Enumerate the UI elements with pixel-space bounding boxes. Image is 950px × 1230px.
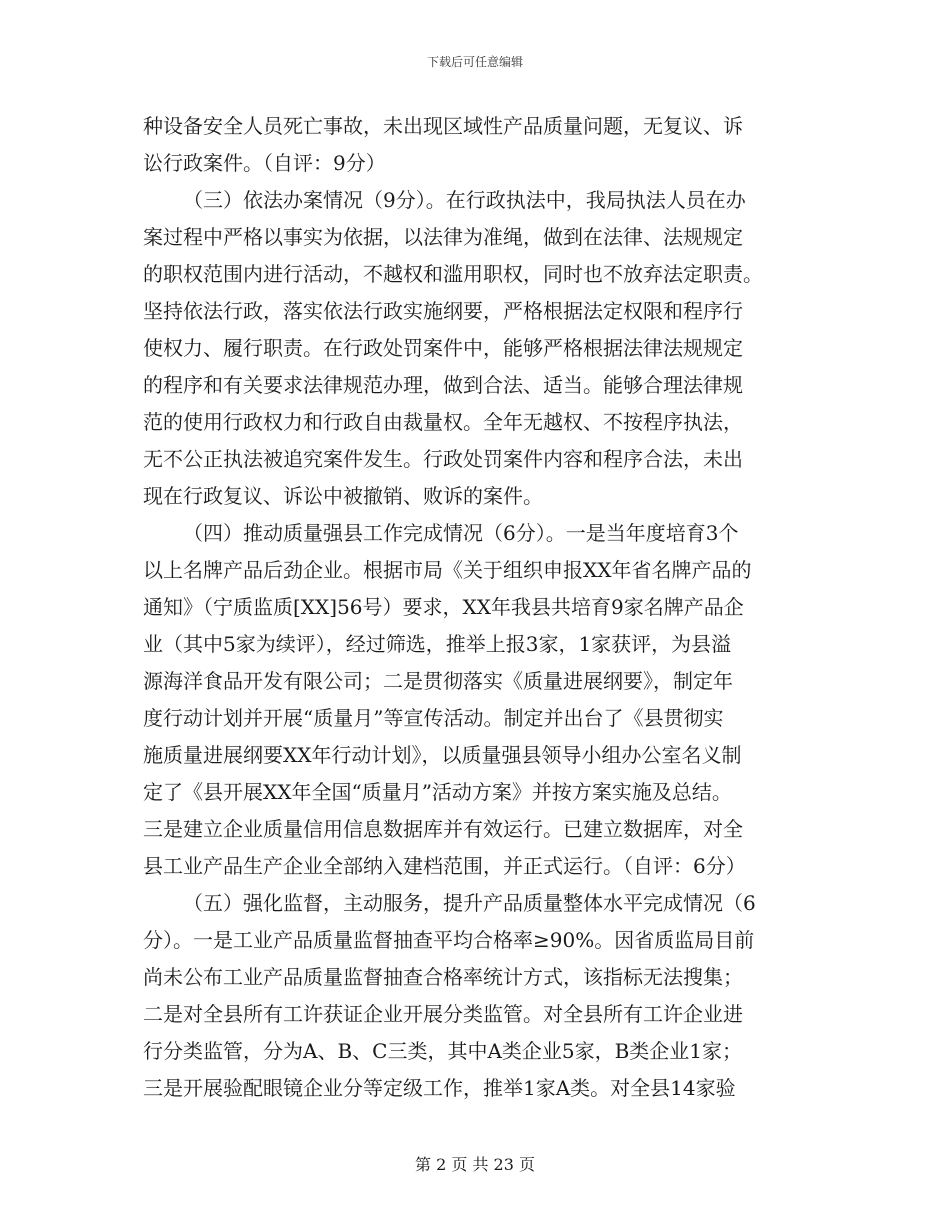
- text-line: （四）推动质量强县工作完成情况（6分）。一是当年度培育3个: [183, 521, 739, 545]
- text-line: 以上名牌产品后劲企业。根据市局《关于组织申报XX年省名牌产品的: [143, 558, 752, 582]
- text-line: 三是开展验配眼镜企业分等定级工作，推举1家A类。对全县14家验: [143, 1076, 736, 1100]
- text-line: 现在行政复议、诉讼中被撤销、败诉的案件。: [143, 484, 543, 508]
- text-line: 通知》（宁质监质[XX]56号）要求，XX年我县共培育9家名牌产品企: [143, 595, 744, 619]
- text-line: 坚持依法行政，落实依法行政实施纲要，严格根据法定权限和程序行: [143, 299, 743, 323]
- text-line: 使权力、履行职责。在行政处罚案件中，能够严格根据法律法规规定: [143, 336, 743, 360]
- text-line: 行分类监管，分为A、B、C三类，其中A类企业5家，B类企业1家；: [143, 1039, 743, 1063]
- text-line: 分）。一是工业产品质量监督抽查平均合格率≥90%。因省质监局目前: [143, 928, 755, 952]
- text-line: 施质量进展纲要XX年行动计划》，以质量强县领导小组办公室名义制: [143, 743, 742, 767]
- page-number: 第 2 页 共 23 页: [415, 1155, 535, 1174]
- text-line: 讼行政案件。（自评：9分）: [143, 151, 386, 175]
- text-line: 种设备安全人员死亡事故，未出现区域性产品质量问题，无复议、诉: [143, 114, 743, 138]
- text-line: 度行动计划并开展“质量月”等宣传活动。制定并出台了《县贯彻实: [143, 706, 724, 730]
- text-line: （五）强化监督，主动服务，提升产品质量整体水平完成情况（6: [183, 891, 756, 915]
- text-line: 定了《县开展XX年全国“质量月”活动方案》并按方案实施及总结。: [143, 780, 732, 804]
- document-body: [143, 108, 807, 1107]
- page-header: 下载后可任意编辑: [426, 55, 523, 69]
- text-line: 范的使用行政权力和行政自由裁量权。全年无越权、不按程序执法，: [143, 410, 743, 434]
- text-line: 案过程中严格以事实为依据，以法律为准绳，做到在法律、法规规定: [143, 225, 743, 249]
- text-line: 业（其中5家为续评），经过筛选，推举上报3家，1家获评，为县溢: [143, 632, 732, 656]
- text-line: 尚未公布工业产品质量监督抽查合格率统计方式，该指标无法搜集；: [143, 965, 743, 989]
- text-line: 二是对全县所有工许获证企业开展分类监管。对全县所有工许企业进: [143, 1002, 743, 1026]
- text-line: 无不公正执法被追究案件发生。行政处罚案件内容和程序合法，未出: [143, 447, 743, 471]
- text-line: 的程序和有关要求法律规范办理，做到合法、适当。能够合理法律规: [143, 373, 743, 397]
- text-line: 县工业产品生产企业全部纳入建档范围，并正式运行。（自评：6分）: [143, 854, 746, 878]
- text-line: 的职权范围内进行活动，不越权和滥用职权，同时也不放弃法定职责。: [143, 262, 763, 286]
- text-line: 三是建立企业质量信用信息数据库并有效运行。已建立数据库，对全: [143, 817, 743, 841]
- text-line: （三）依法办案情况（9分）。在行政执法中，我局执法人员在办: [183, 188, 746, 212]
- text-line: 源海洋食品开发有限公司；二是贯彻落实《质量进展纲要》，制定年: [143, 669, 733, 693]
